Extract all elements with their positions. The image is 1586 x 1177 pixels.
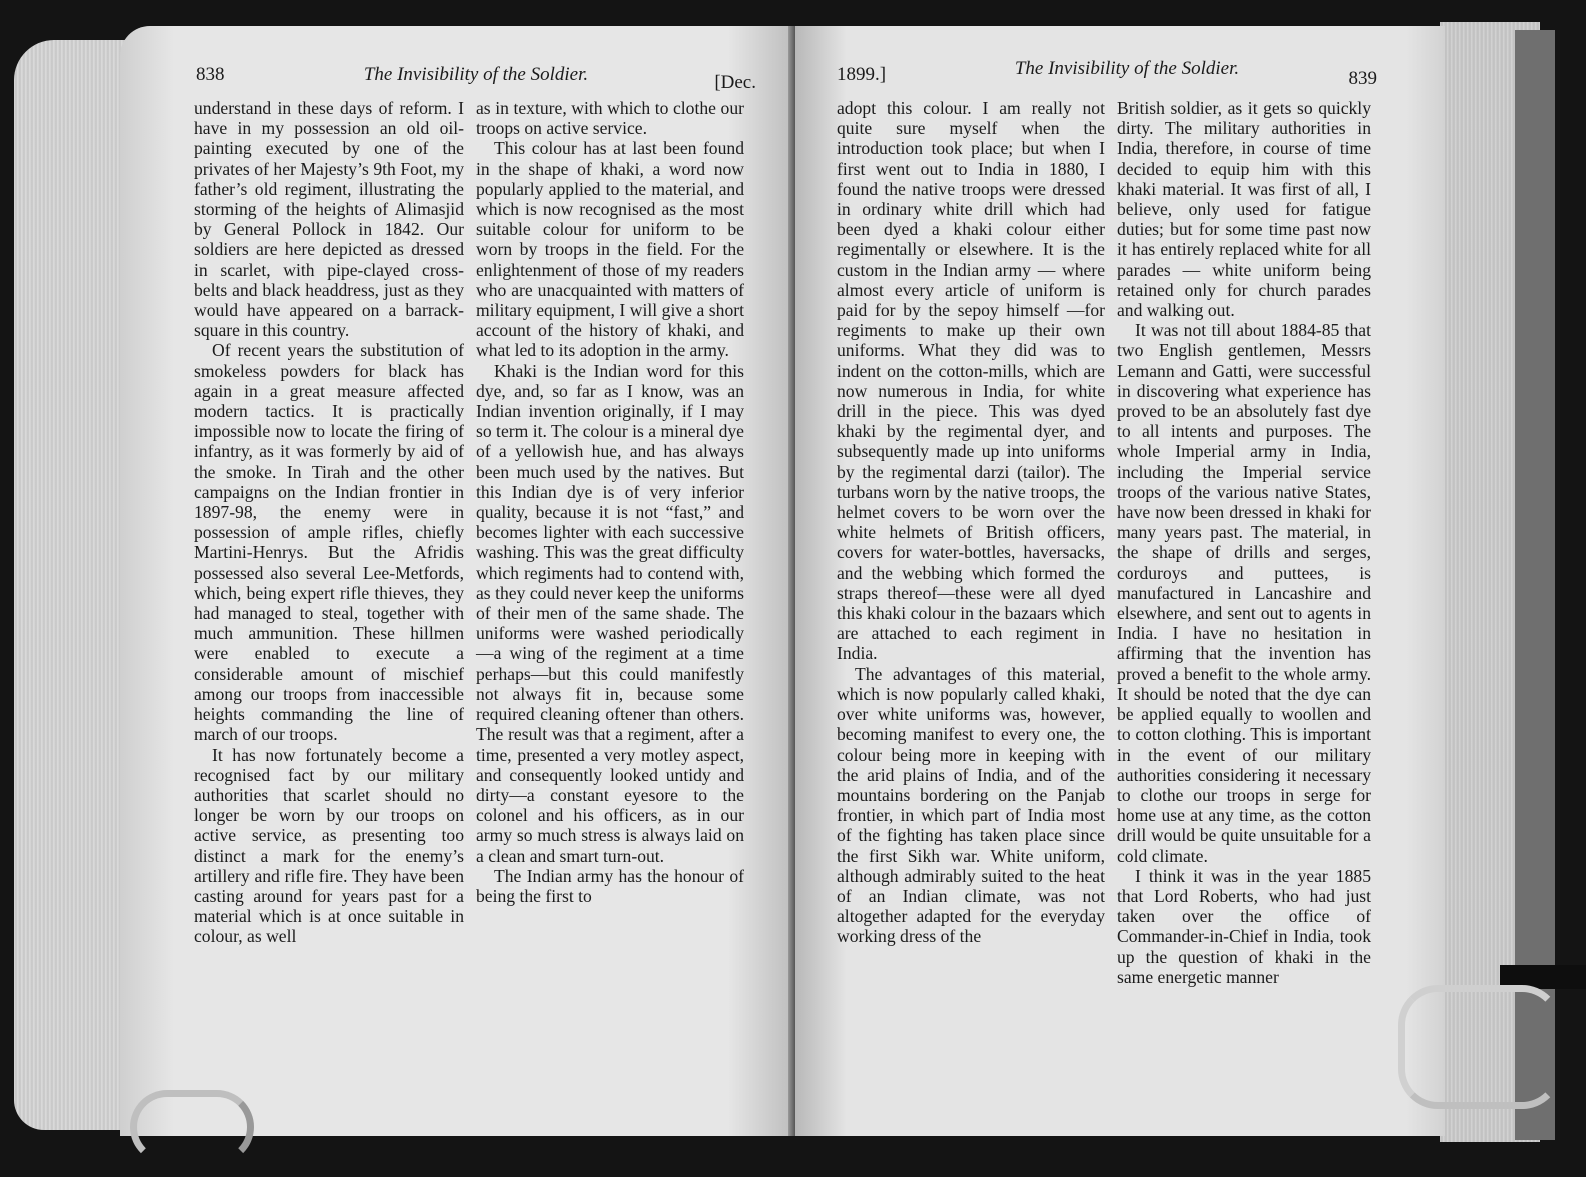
left-page [120, 26, 795, 1136]
right-page [795, 26, 1445, 1136]
paragraph: It was not till about 1884-85 that two English gentlemen, Messrs Lemann and Gatti, were successful in discovering what experience has proved to be an absolutely fast dye to all intents and purposes. The whole Imperial army in India, including the Imperial service troops of the various native States, have now been dressed in khaki for many years past. The material, in the shape of drills and serges, corduroys and puttees, is manufactured in Lancashire and elsewhere, and sent out to agents in India. I have no hesitation in affirming that the invention has proved a benefit to the whole army. It should be noted that the dye can be applied equally to woollen and to cotton clothing. This is important in the event of our military authorities considering it necessary to clothe our troops in serge for home use at any time, as the cotton drill would be quite unsuitable for a cold climate. [1117, 320, 1371, 866]
paragraph: Khaki is the Indian word for this dye, and, so far as I know, was an Indian invention originally, if I may so term it. The colour is a mineral dye of a yellowish hue, and has always been much used by the natives. But this Indian dye is of very inferior quality, because it is not “fast,” and becomes lighter with each successive washing. This was the great difficulty which regiments had to contend with, as they could never keep the uniforms of their men of the same shade. The uniforms were washed periodically —a wing of the regiment at a time perhaps—but this could manifestly not always fit in, because some required cleaning oftener than others. The result was that a regiment, after a time, presented a very motley aspect, and consequently looked untidy and dirty—a constant eyesore to the colonel and his officers, as in our army so much stress is always laid on a clean and smart turn-out. [476, 360, 744, 866]
book-page-edges-left [14, 40, 134, 1130]
paragraph: The Indian army has the honour of being the first to [476, 865, 744, 906]
page-number: 839 [1348, 68, 1377, 89]
running-title: The Invisibility of the Soldier. [1014, 58, 1240, 79]
paragraph: This colour has at last been found in the shape of khaki, a word now popularly applied to the material, and which is now recognised as the most suitable colour for uniform to be worn by troops in the field. For the enlightenment of those of my readers who are unacquainted with matters of military equipment, I will give a short account of the history of khaki, and what led to its adoption in the army. [476, 138, 744, 361]
paragraph: Of recent years the substitution of smokeless powders for black has again in a great measure affected modern tactics. It is practically impossible now to locate the firing of infantry, as it was formerly by aid of the smoke. In Tirah and the other campaigns on the Indian frontier in 1897-98, the enemy were in possession of ample rifles, chiefly Martini-Henrys. But the Afridis possessed also several Lee-Metfords, which, being expert rifle thieves, they had managed to steal, together with much ammunition. These hillmen were enabled to execute a considerable amount of mischief among our troops from inaccessible heights commanding the line of march of our troops. [194, 340, 464, 745]
paragraph: adopt this colour. I am really not quite sure myself when the introduction took place; but when I first went out to India in 1880, I found the native troops were dressed in ordinary white drill which had been dyed a khaki colour either regimentally or elsewhere. It is the custom in the Indian army — where almost every article of uniform is paid for by the sepoy himself —for regiments to make up their own uniforms. What they did was to indent on the cotton-mills, which are now numerous in India, for white drill in the piece. This was dyed khaki by the regimental dyer, and subsequently made up into uniforms by the regimental darzi (tailor). The turbans worn by the native troops, the helmet covers to be worn over the white helmets of British officers, covers for water-bottles, haversacks, and the webbing which formed the straps thereof—these were all dyed this khaki colour in the bazaars which are attached to each regiment in India. [837, 98, 1105, 664]
paragraph: as in texture, with which to clothe our troops on active service. [476, 98, 744, 139]
left-page-column-2 [476, 98, 744, 906]
right-page-column-1 [837, 98, 1105, 947]
paragraph: understand in these days of reform. I have in my possession an old oil-painting executed by one of the privates of her Majesty’s 9th Foot, my father’s old regiment, illustrating the storming of the heights of Alimasjid by General Pollock in 1842. Our soldiers are here depicted as dressed in scarlet, with pipe-clayed cross-belts and black headdress, just as they would have appeared on a barrack-square in this country. [194, 98, 464, 341]
right-page-column-2 [1117, 98, 1371, 987]
paragraph: British soldier, as it gets so quickly dirty. The military authorities in India, therefore, in course of time decided to equip him with this khaki material. It was first of all, I believe, only used for fatigue duties; but for some time past now it has entirely replaced white for all parades — white uniform being retained only for church parades and walking out. [1117, 98, 1371, 321]
paragraph: The advantages of this material, which is now popularly called khaki, over white uniforms was, however, becoming manifest to every one, the colour being more in keeping with the arid plains of India, and of the mountains bordering on the Panjab frontier, in which part of India most of the fighting has taken place since the first Sikh war. White uniform, although admirably suited to the heat of an Indian climate, was not altogether adapted for the everyday working dress of the [837, 663, 1105, 947]
left-page-column-1 [194, 98, 464, 947]
header-date: 1899.] [837, 64, 887, 85]
running-title: The Invisibility of the Soldier. [363, 64, 589, 85]
paragraph: It has now fortunately become a recognised fact by our military authorities that scarlet should no longer be worn by our troops on active service, as presenting too distinct a mark for the enemy’s artillery and rifle fire. They have been casting around for years past for a material which is at once suitable in colour, as well [194, 744, 464, 947]
header-date: [Dec. [714, 72, 756, 93]
page-holder-ring-left [130, 1090, 254, 1164]
paragraph: I think it was in the year 1885 that Lord Roberts, who had just taken over the office of Commander-in-Chief in India, took up the question of khaki in the same energetic manner [1117, 865, 1371, 987]
page-holder-ring-right [1398, 985, 1562, 1109]
page-number: 838 [196, 64, 225, 85]
